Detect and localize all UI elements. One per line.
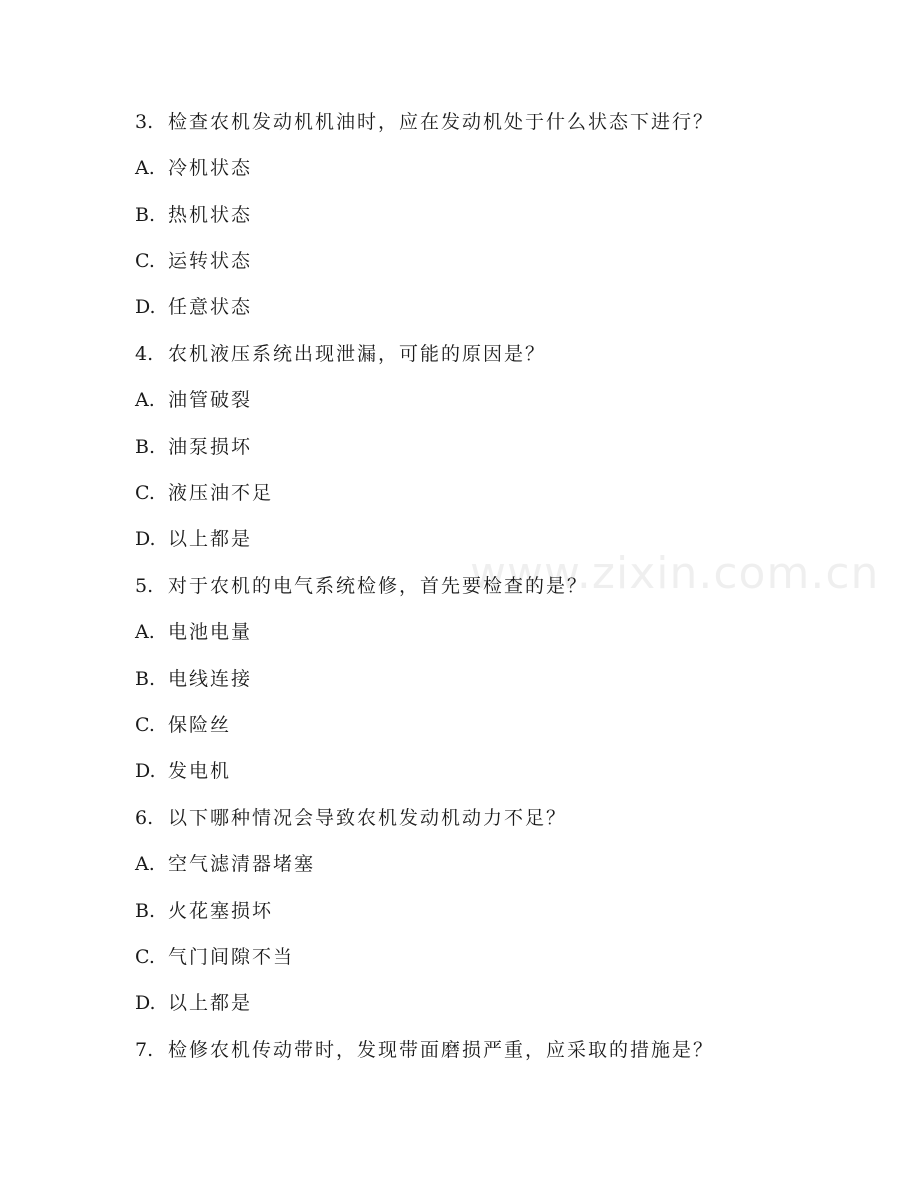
question-5-option-d — [135, 756, 231, 786]
question-number: 6. — [135, 807, 154, 829]
option-letter: A. — [135, 389, 155, 411]
option-letter: C. — [135, 482, 155, 504]
question-7 — [135, 1035, 714, 1065]
option-text: 油管破裂 — [168, 389, 253, 411]
question-text: 以下哪种情况会导致农机发动机动力不足？ — [168, 807, 568, 829]
question-text: 对于农机的电气系统检修，首先要检查的是？ — [168, 575, 589, 597]
option-text: 以上都是 — [168, 992, 253, 1014]
question-5-option-a — [135, 617, 252, 647]
option-text: 任意状态 — [168, 296, 253, 318]
option-text: 以上都是 — [168, 528, 253, 550]
question-5 — [135, 571, 588, 601]
question-number: 5. — [135, 575, 154, 597]
option-text: 油泵损坏 — [168, 436, 253, 458]
option-text: 液压油不足 — [168, 482, 274, 504]
question-number: 4. — [135, 343, 154, 365]
question-3 — [135, 107, 714, 137]
option-text: 空气滤清器堵塞 — [168, 853, 316, 875]
question-3-option-c — [135, 246, 252, 276]
option-text: 冷机状态 — [168, 157, 253, 179]
option-text: 气门间隙不当 — [168, 946, 295, 968]
watermark: www.zixin.com.cn — [470, 548, 880, 599]
option-text: 电线连接 — [168, 668, 253, 690]
option-letter: D. — [135, 760, 156, 782]
option-letter: D. — [135, 992, 156, 1014]
option-letter: B. — [135, 668, 156, 690]
option-text: 运转状态 — [168, 250, 253, 272]
option-text: 热机状态 — [168, 204, 253, 226]
question-4 — [135, 339, 546, 369]
question-4-option-b — [135, 432, 252, 462]
option-letter: C. — [135, 714, 155, 736]
option-letter: B. — [135, 204, 156, 226]
question-3-option-d — [135, 292, 252, 322]
option-letter: C. — [135, 946, 155, 968]
option-text: 发电机 — [168, 760, 232, 782]
question-6-option-b — [135, 896, 273, 926]
question-5-option-c — [135, 710, 231, 740]
option-letter: A. — [135, 157, 155, 179]
question-4-option-a — [135, 385, 252, 415]
option-letter: D. — [135, 296, 156, 318]
question-5-option-b — [135, 664, 252, 694]
option-text: 保险丝 — [168, 714, 232, 736]
question-3-option-a — [135, 153, 252, 183]
option-letter: C. — [135, 250, 155, 272]
question-6-option-c — [135, 942, 294, 972]
option-text: 电池电量 — [168, 621, 253, 643]
question-number: 7. — [135, 1039, 154, 1061]
question-6 — [135, 803, 567, 833]
option-letter: A. — [135, 853, 155, 875]
question-4-option-d — [135, 524, 252, 554]
option-letter: B. — [135, 436, 156, 458]
option-letter: D. — [135, 528, 156, 550]
question-4-option-c — [135, 478, 273, 508]
question-text: 农机液压系统出现泄漏，可能的原因是？ — [168, 343, 547, 365]
question-6-option-d — [135, 988, 252, 1018]
question-3-option-b — [135, 200, 252, 230]
question-6-option-a — [135, 849, 315, 879]
question-text: 检查农机发动机机油时，应在发动机处于什么状态下进行？ — [168, 111, 715, 133]
question-number: 3. — [135, 111, 154, 133]
option-letter: B. — [135, 900, 156, 922]
option-letter: A. — [135, 621, 155, 643]
option-text: 火花塞损坏 — [168, 900, 274, 922]
question-text: 检修农机传动带时，发现带面磨损严重，应采取的措施是？ — [168, 1039, 715, 1061]
